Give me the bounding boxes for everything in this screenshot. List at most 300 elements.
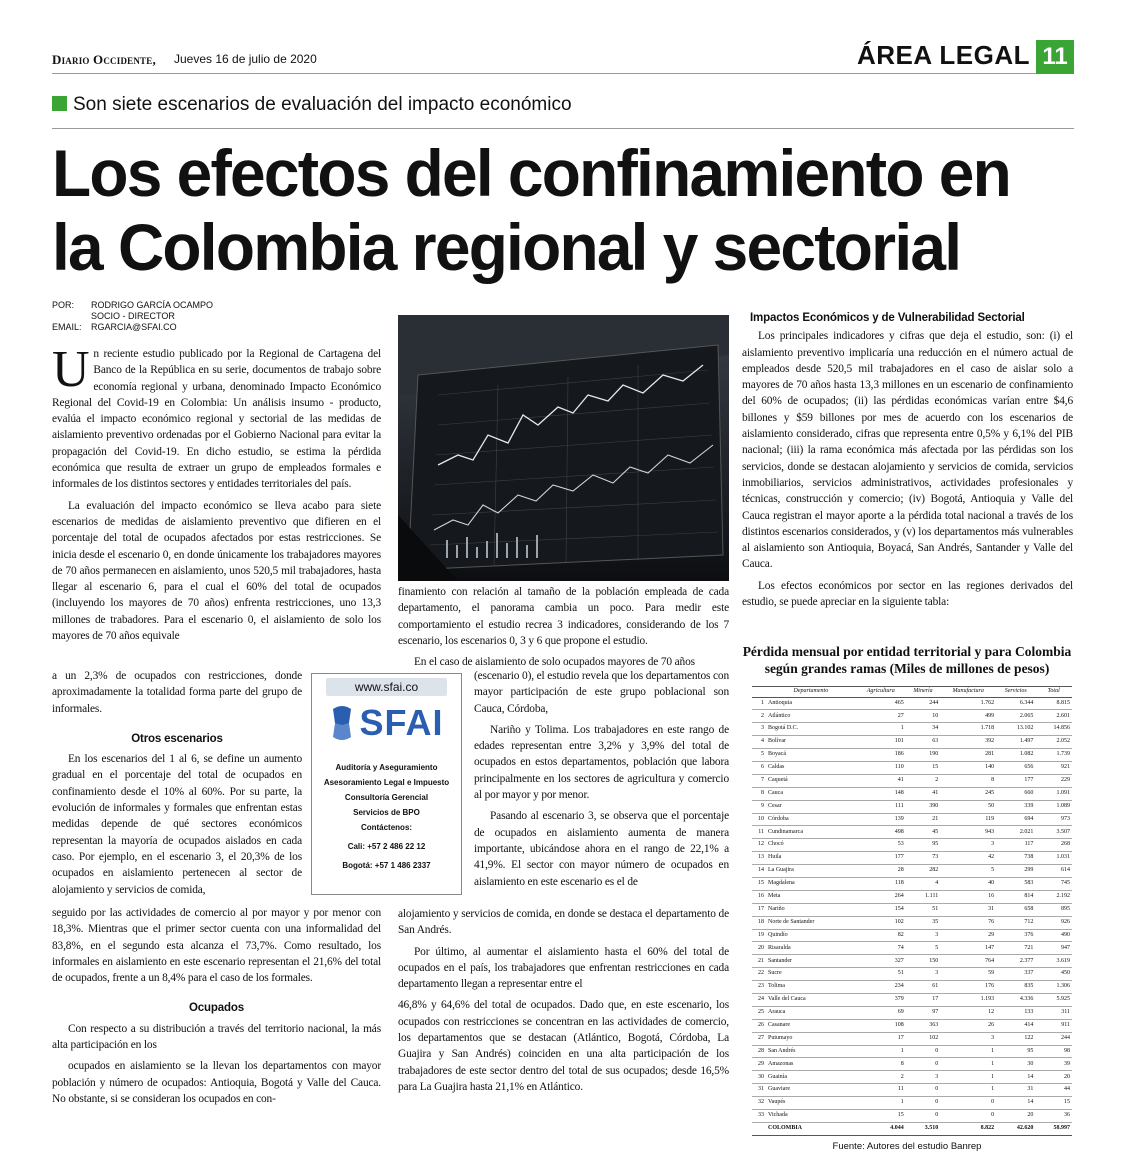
table-cell: 14.856 <box>1035 723 1072 736</box>
table-cell: 2 <box>906 774 941 787</box>
table-cell: 3 <box>752 723 766 736</box>
table-cell: 1.031 <box>1035 852 1072 865</box>
table-cell: 3 <box>940 1032 996 1045</box>
byline-email[interactable]: RGARCIA@SFAI.CO <box>91 322 177 332</box>
table-cell: 337 <box>996 968 1035 981</box>
table-row <box>752 852 1072 865</box>
table-cell: Huila <box>766 852 856 865</box>
table-cell: 20 <box>752 942 766 955</box>
table-cell: Risaralda <box>766 942 856 955</box>
article-kicker <box>52 93 1074 129</box>
table-cell: 2.065 <box>996 710 1035 723</box>
table-cell: 2.052 <box>1035 736 1072 749</box>
article-headline <box>52 136 1051 284</box>
table-cell: 738 <box>996 852 1035 865</box>
table-cell: 311 <box>1035 1006 1072 1019</box>
table-cell: 282 <box>906 865 941 878</box>
table-header-cell: Agricultura <box>856 687 906 698</box>
column-3 <box>742 310 1073 615</box>
table-row <box>752 749 1072 762</box>
table-cell: 177 <box>856 852 906 865</box>
table-total-row <box>752 1122 1072 1135</box>
table-cell: 119 <box>940 813 996 826</box>
table-cell: 35 <box>906 916 941 929</box>
table-cell: 29 <box>940 929 996 942</box>
table-cell: 20 <box>996 1110 1035 1123</box>
table-cell: 1.111 <box>906 890 941 903</box>
table-cell: Amazonas <box>766 1058 856 1071</box>
table-cell: Vaupés <box>766 1097 856 1110</box>
table-cell: Quindío <box>766 929 856 942</box>
table-row <box>752 993 1072 1006</box>
table-cell: Chocó <box>766 839 856 852</box>
ad-contacts-label: Contáctenos: <box>360 823 413 832</box>
table-cell: 3 <box>906 929 941 942</box>
table-cell: 1 <box>856 1097 906 1110</box>
column-1-top <box>52 341 381 649</box>
table-cell: 12 <box>752 839 766 852</box>
table-cell <box>752 1122 766 1135</box>
paragraph-escenario-3: Pasando al escenario 3, se observa que el porcentaje de ocupados en aislamiento aumenta de manera importante, ubicándose ahora en el rango de 22,1% a 41,9%. El sector con mayor número de ocupados en aislamiento en este escenario es el de <box>474 810 729 888</box>
table-cell: 244 <box>1035 1032 1072 1045</box>
table-cell: 656 <box>996 761 1035 774</box>
table-cell: 2 <box>752 710 766 723</box>
paragraph-ultimo: Por último, al aumentar el aislamiento hasta el 60% del total de ocupados en el país, los trabajadores que enfrentan restricciones en cada departamento llegan a representar entre el <box>398 945 729 991</box>
table-cell: 58.997 <box>1035 1122 1072 1135</box>
table-cell: 11 <box>856 1084 906 1097</box>
table-row <box>752 942 1072 955</box>
paragraph-confinamiento: finamiento con relación al tamaño de la población empleada de cada departamento, el panorama cambia un poco. Para medir este comportamiento el estudio recrea 3 indicadores, considerando de los 7 escenario, los escenarios 0, 3 y 6 que propone el estudio. <box>398 586 729 647</box>
kicker-text: Son siete escenarios de evaluación del impacto económico <box>73 94 572 115</box>
table-cell: 41 <box>906 787 941 800</box>
table-cell: 13 <box>752 852 766 865</box>
table-cell: 5 <box>940 865 996 878</box>
table-row <box>752 839 1072 852</box>
table-cell: Córdoba <box>766 813 856 826</box>
table-cell: 583 <box>996 877 1035 890</box>
table-cell: 41 <box>856 774 906 787</box>
table-cell: 27 <box>752 1032 766 1045</box>
table-cell: 8 <box>940 774 996 787</box>
table-cell: 76 <box>940 916 996 929</box>
table-cell: 8.815 <box>1035 697 1072 710</box>
table-cell: 8 <box>856 1058 906 1071</box>
newspaper-name: Diario Occidente, <box>52 52 156 67</box>
table-cell: 5.925 <box>1035 993 1072 1006</box>
paragraph-tabla-intro: Los efectos económicos por sector en las regiones derivados del estudio, se puede apreciar en la siguiente tabla: <box>742 579 1073 609</box>
table-row <box>752 981 1072 994</box>
table-row <box>752 761 1072 774</box>
table-cell: 943 <box>940 826 996 839</box>
table-cell: Atlántico <box>766 710 856 723</box>
paragraph-escenarios-cont: a un 2,3% de ocupados con restricciones, donde aproximadamente la totalidad forma parte del grupo de informales. <box>52 670 302 715</box>
table-cell: 28 <box>752 1045 766 1058</box>
table-cell: Bogotá D.C. <box>766 723 856 736</box>
table-row <box>752 1032 1072 1045</box>
ad-service-1: Auditoría y Aseguramiento <box>335 763 438 772</box>
table-cell: 414 <box>996 1019 1035 1032</box>
table-cell: 6.344 <box>996 697 1035 710</box>
table-cell: La Guajira <box>766 865 856 878</box>
byline-role: SOCIO - DIRECTOR <box>91 311 175 321</box>
table-row <box>752 955 1072 968</box>
table-cell: 1 <box>856 723 906 736</box>
table-cell: 190 <box>906 749 941 762</box>
table-cell: 26 <box>752 1019 766 1032</box>
table-cell: Norte de Santander <box>766 916 856 929</box>
table-cell: COLOMBIA <box>766 1122 856 1135</box>
table-cell: 926 <box>1035 916 1072 929</box>
paragraph-escenario-3-cont: alojamiento y servicios de comida, en donde se destaca el departamento de San Andrés. <box>398 908 729 937</box>
table-cell: 150 <box>906 955 941 968</box>
table-cell: 18 <box>752 916 766 929</box>
table-source: Fuente: Autores del estudio Banrep <box>832 1141 982 1152</box>
table-cell: Antioquia <box>766 697 856 710</box>
table-cell: 1.739 <box>1035 749 1072 762</box>
paragraph-otros-escenarios-cont: seguido por las actividades de comercio al por mayor y por menor con 18,3%. Mientras que el primer sector cuenta con una informalidad del 83,8%, en el segundo esta alcanza el 73,7%. Como resultado, los informales en aislamiento en este escenario representan el 21,6% del total de ocupados, frente a un 8,4% para el caso de los formales. <box>52 907 381 985</box>
table-cell: 2.377 <box>996 955 1035 968</box>
table-cell: 140 <box>940 761 996 774</box>
table-cell: 102 <box>856 916 906 929</box>
table-cell: 82 <box>856 929 906 942</box>
table-cell: 148 <box>856 787 906 800</box>
subhead-impactos: Impactos Económicos y de Vulnerabilidad Sectorial <box>750 312 1025 324</box>
table-cell: 835 <box>996 981 1035 994</box>
table-cell: 51 <box>856 968 906 981</box>
table-cell: 98 <box>1035 1045 1072 1058</box>
table-cell: 895 <box>1035 903 1072 916</box>
table-cell: 376 <box>996 929 1035 942</box>
table-cell: 73 <box>906 852 941 865</box>
table-cell: 1.089 <box>1035 800 1072 813</box>
table-cell: 0 <box>906 1110 941 1123</box>
table-cell: 154 <box>856 903 906 916</box>
table-cell: 13.102 <box>996 723 1035 736</box>
table-cell: 745 <box>1035 877 1072 890</box>
table-cell: 15 <box>752 877 766 890</box>
table-header-cell: Total <box>1035 687 1072 698</box>
table-cell: Santander <box>766 955 856 968</box>
column-2-top <box>398 584 729 675</box>
table-cell: 176 <box>940 981 996 994</box>
table-cell: 694 <box>996 813 1035 826</box>
table-cell: 95 <box>996 1045 1035 1058</box>
table-body <box>752 697 1072 1135</box>
table-cell: 5 <box>752 749 766 762</box>
table-row <box>752 1084 1072 1097</box>
headline-line-2: la Colombia regional y sectorial <box>52 210 961 284</box>
table-cell: Valle del Cauca <box>766 993 856 1006</box>
table-cell: 14 <box>752 865 766 878</box>
table-cell: 229 <box>1035 774 1072 787</box>
table-cell: Boyacá <box>766 749 856 762</box>
table-cell: 111 <box>856 800 906 813</box>
table-cell: 31 <box>996 1084 1035 1097</box>
table-cell: 30 <box>752 1071 766 1084</box>
table-cell: 0 <box>906 1058 941 1071</box>
ad-service-4: Servicios de BPO <box>353 808 420 817</box>
headline-line-1: Los efectos del confinamiento en <box>52 136 1010 210</box>
table-cell: 1.762 <box>940 697 996 710</box>
table-cell: 234 <box>856 981 906 994</box>
table-cell: 498 <box>856 826 906 839</box>
table-header-cell: Departamento <box>766 687 856 698</box>
table-cell: 1 <box>940 1045 996 1058</box>
table-cell: 1 <box>752 697 766 710</box>
table-cell: 465 <box>856 697 906 710</box>
table-row <box>752 865 1072 878</box>
table-cell: 42 <box>940 852 996 865</box>
table-row <box>752 890 1072 903</box>
table-cell: 814 <box>996 890 1035 903</box>
table-cell: 2.601 <box>1035 710 1072 723</box>
table-cell: 911 <box>1035 1019 1072 1032</box>
table-cell: 10 <box>906 710 941 723</box>
table-cell: 264 <box>856 890 906 903</box>
table-cell: 973 <box>1035 813 1072 826</box>
table-row <box>752 800 1072 813</box>
table-cell: 0 <box>906 1097 941 1110</box>
table-cell: 16 <box>752 890 766 903</box>
table-cell: Cundinamarca <box>766 826 856 839</box>
column-1-narrow <box>52 668 302 903</box>
table-cell: 186 <box>856 749 906 762</box>
table-cell: Cauca <box>766 787 856 800</box>
table-cell: 36 <box>1035 1110 1072 1123</box>
sfai-logo-icon <box>329 703 355 743</box>
table-cell: 4.336 <box>996 993 1035 1006</box>
table-cell: 327 <box>856 955 906 968</box>
table-cell: Caquetá <box>766 774 856 787</box>
table-cell: 1.193 <box>940 993 996 1006</box>
table-cell: Tolima <box>766 981 856 994</box>
table-cell: 33 <box>752 1110 766 1123</box>
table-cell: 2.021 <box>996 826 1035 839</box>
table-cell: 3 <box>940 839 996 852</box>
table-cell: 19 <box>752 929 766 942</box>
table-cell: Arauca <box>766 1006 856 1019</box>
table-cell: 12 <box>940 1006 996 1019</box>
table-row <box>752 877 1072 890</box>
table-cell: 1.306 <box>1035 981 1072 994</box>
table-cell: Meta <box>766 890 856 903</box>
table-cell: 0 <box>906 1045 941 1058</box>
table-row <box>752 903 1072 916</box>
paragraph-ocupados-2: ocupados en aislamiento se la llevan los departamentos con mayor población y número de ocupados: Antioquia, Bogotá y Valle del Cauca. No obstante, si se consideran los ocupados en con- <box>52 1060 381 1105</box>
table-cell: 363 <box>906 1019 941 1032</box>
table-cell: 17 <box>856 1032 906 1045</box>
table-cell: 51 <box>906 903 941 916</box>
table-cell: 26 <box>940 1019 996 1032</box>
table-cell: 392 <box>940 736 996 749</box>
trading-screens-image <box>398 315 729 581</box>
table-cell: 658 <box>996 903 1035 916</box>
table-cell: 3.619 <box>1035 955 1072 968</box>
table-cell: 34 <box>906 723 941 736</box>
table-cell: 1.082 <box>996 749 1035 762</box>
table-header-cell: Servicios <box>996 687 1035 698</box>
sfai-advertisement[interactable] <box>311 673 462 895</box>
table-cell: 4 <box>906 877 941 890</box>
table-cell: 122 <box>996 1032 1035 1045</box>
table-cell: 101 <box>856 736 906 749</box>
table-cell: 3 <box>906 1071 941 1084</box>
table-cell: 24 <box>752 993 766 1006</box>
table-row <box>752 1058 1072 1071</box>
ad-service-3: Consultoría Gerencial <box>344 793 429 802</box>
table-cell: 2 <box>856 1071 906 1084</box>
table-cell: Caldas <box>766 761 856 774</box>
table-cell: Nariño <box>766 903 856 916</box>
table-cell: 17 <box>906 993 941 1006</box>
table-header-cell <box>752 687 766 698</box>
table-cell: 1.718 <box>940 723 996 736</box>
table-cell: 25 <box>752 1006 766 1019</box>
table-row <box>752 710 1072 723</box>
table-cell: 299 <box>996 865 1035 878</box>
table-cell: 7 <box>752 774 766 787</box>
table-cell: 1 <box>940 1071 996 1084</box>
table-cell: 177 <box>996 774 1035 787</box>
table-row <box>752 1071 1072 1084</box>
table-header-cell: Manufactura <box>940 687 996 698</box>
table-cell: 27 <box>856 710 906 723</box>
table-cell: 11 <box>752 826 766 839</box>
paragraph-otros-escenarios: En los escenarios del 1 al 6, se define un aumento gradual en el porcentaje del total de ocupados en confinamiento desde el 10% al 60%. Por su parte, la evolución de informales y formales que enfrentan estas medidas depende de qué sectores económicos representan la mayoría de ocupados aislados en cada caso. Por ejemplo, en el escenario 3, el 20,3% de los ocupados en aislamiento pertenecen al sector de alojamiento y servicios de comida, <box>52 753 302 896</box>
table-cell: Putumayo <box>766 1032 856 1045</box>
table-cell: 390 <box>906 800 941 813</box>
table-cell: 30 <box>996 1058 1035 1071</box>
byline-author: RODRIGO GARCÍA OCAMPO <box>91 300 214 310</box>
table-cell: 74 <box>856 942 906 955</box>
table-cell: 42.620 <box>996 1122 1035 1135</box>
table-cell: 660 <box>996 787 1035 800</box>
table-cell: 6 <box>752 761 766 774</box>
paragraph-escenario-0-b: (escenario 0), el estudio revela que los departamentos con mayor participación de este grupo poblacional son Cauca, Córdoba, <box>474 670 729 715</box>
paragraph-ocupados: Con respecto a su distribución a través del territorio nacional, la más alta participación en los <box>52 1022 381 1052</box>
column-2-bottom <box>398 906 729 1100</box>
table-cell: 15 <box>856 1110 906 1123</box>
table-cell: 268 <box>1035 839 1072 852</box>
green-square-icon <box>52 96 67 111</box>
table-cell: 108 <box>856 1019 906 1032</box>
table-cell: 32 <box>752 1097 766 1110</box>
page-number-badge: 11 <box>1036 40 1074 74</box>
table-cell: 379 <box>856 993 906 1006</box>
table-row <box>752 723 1072 736</box>
table-cell: Bolívar <box>766 736 856 749</box>
table-cell: 0 <box>940 1110 996 1123</box>
table-cell: 490 <box>1035 929 1072 942</box>
table-cell: 59 <box>940 968 996 981</box>
table-cell: Guainía <box>766 1071 856 1084</box>
table-cell: 15 <box>906 761 941 774</box>
table-row <box>752 787 1072 800</box>
table-cell: San Andrés <box>766 1045 856 1058</box>
stock-chart-photo <box>398 315 729 581</box>
ad-url[interactable]: www.sfai.co <box>326 678 447 696</box>
table-cell: 15 <box>1035 1097 1072 1110</box>
paragraph-intro: Un reciente estudio publicado por la Regional de Cartagena del Banco de la República en su serie, documentos de trabajo sobre economía regional y urbana, denominado Impacto Económico Regional del Covid-19 en Colombia: Un análisis insumo - producto, evalúa el impacto económico regional y sectorial de las medidas de aislamiento preventivo ordenadas por el Gobierno Nacional para evitar la propagación del Covid-19. En dicho estudio, se estima la pérdida económica que resulta de extraer un grupo de empleados formales e informales de los distintos sectores y entidades territoriales del país. <box>52 341 381 491</box>
table-cell: 28 <box>856 865 906 878</box>
table-cell: 4 <box>752 736 766 749</box>
table-row <box>752 697 1072 710</box>
byline-por-label: POR: <box>52 300 75 310</box>
table-cell: 10 <box>752 813 766 826</box>
table-row <box>752 1097 1072 1110</box>
table-cell: Vichada <box>766 1110 856 1123</box>
table-cell: 61 <box>906 981 941 994</box>
table-row <box>752 826 1072 839</box>
table-cell: Magdalena <box>766 877 856 890</box>
table-cell: 1.497 <box>996 736 1035 749</box>
table-row <box>752 813 1072 826</box>
table-cell: 3 <box>906 968 941 981</box>
table-cell: 31 <box>940 903 996 916</box>
table-cell: 97 <box>906 1006 941 1019</box>
table-cell: 721 <box>996 942 1035 955</box>
table-cell: 40 <box>940 877 996 890</box>
table-cell: 21 <box>752 955 766 968</box>
table-cell: Sucre <box>766 968 856 981</box>
byline-email-label: EMAIL: <box>52 322 82 332</box>
table-cell: 614 <box>1035 865 1072 878</box>
table-cell: 16 <box>940 890 996 903</box>
table-cell: 50 <box>940 800 996 813</box>
table-cell: 921 <box>1035 761 1072 774</box>
table-cell: 3.507 <box>1035 826 1072 839</box>
table-cell: 0 <box>906 1084 941 1097</box>
table-row <box>752 916 1072 929</box>
table-cell: 1 <box>856 1045 906 1058</box>
table-row <box>752 774 1072 787</box>
table-cell: 95 <box>906 839 941 852</box>
table-header-row <box>752 687 1072 698</box>
table-cell: 17 <box>752 903 766 916</box>
table-cell: 14 <box>996 1071 1035 1084</box>
table-cell: 69 <box>856 1006 906 1019</box>
column-1-bottom <box>52 905 381 1112</box>
table-cell: 339 <box>996 800 1035 813</box>
table-cell: 23 <box>752 981 766 994</box>
table-cell: 133 <box>996 1006 1035 1019</box>
ad-logo-text: SFAI <box>359 702 444 743</box>
table-cell: 9 <box>752 800 766 813</box>
table-cell: 947 <box>1035 942 1072 955</box>
table-row <box>752 736 1072 749</box>
ad-service-2: Asesoramiento Legal e Impuesto <box>323 778 450 787</box>
table-cell: 31 <box>752 1084 766 1097</box>
table-cell: 45 <box>906 826 941 839</box>
table-cell: 1 <box>940 1058 996 1071</box>
table-cell: 29 <box>752 1058 766 1071</box>
table-cell: 117 <box>996 839 1035 852</box>
paragraph-escenarios: La evaluación del impacto económico se lleva acabo para siete escenarios de medidas de aislamiento preventivo que difieren en el porcentaje del total de ocupados afectados por estas restricciones. Se inicia desde el escenario 0, en donde únicamente los trabajadores mayores de 70 años permanecen en aislamiento, unos 520,5 mil trabajadores, hasta llegar al escenario 6, para el cual el 60% del total de ocupados (incluyendo los mayores de 70 años) enfrenta restricciones, uno 13,3 millones de trabadores. Para el escenario 0, el aislamiento de solo los mayores de 70 años equivale <box>52 499 381 643</box>
paragraph-escenario-0-a: En el caso de aislamiento de solo ocupados mayores de 70 años <box>414 656 695 669</box>
table-cell: 712 <box>996 916 1035 929</box>
table-cell: 110 <box>856 761 906 774</box>
table-cell: 21 <box>906 813 941 826</box>
page-header <box>52 40 1074 74</box>
table-row <box>752 1019 1072 1032</box>
table-cell: Guaviare <box>766 1084 856 1097</box>
table-cell: 14 <box>996 1097 1035 1110</box>
loss-table <box>752 686 1072 1136</box>
paragraph-indicadores: Los principales indicadores y cifras que deja el estudio, son: (i) el aislamiento preventivo implicaría una reducción en el número actual de empleados desde 520,5 mil trabajadores en el caso de aislar solo a mayores de 70 años hasta 13,3 millones en un escenario de confinamiento del 60% de ocupados; (ii) las pérdidas económicas varían entre $4,6 billones y $59 billones por mes de acuerdo con los escenarios de aislamiento considerado, cifras que representa entre 0,5% y 6,1% del PIB nacional; (iii) la rama económica más afectada por las pérdidas son los servicios, donde se destacan alojamiento y servicios de comida, servicios inmobiliarios, servicios administrativos, actividades profesionales y técnicas, construcción y comercio; (iv) Bogotá, Antioquia y Valle del Cauca registran el mayor aporte a la pérdida total nacional a través de los distintos escenarios considerados, y (v) los departamentos más vulnerables al aislamiento son Antioquia, Boyacá, San Andrés, Santander y Valle del Cauca. <box>742 330 1073 571</box>
table-cell: 39 <box>1035 1058 1072 1071</box>
table-cell: 281 <box>940 749 996 762</box>
table-cell: 102 <box>906 1032 941 1045</box>
